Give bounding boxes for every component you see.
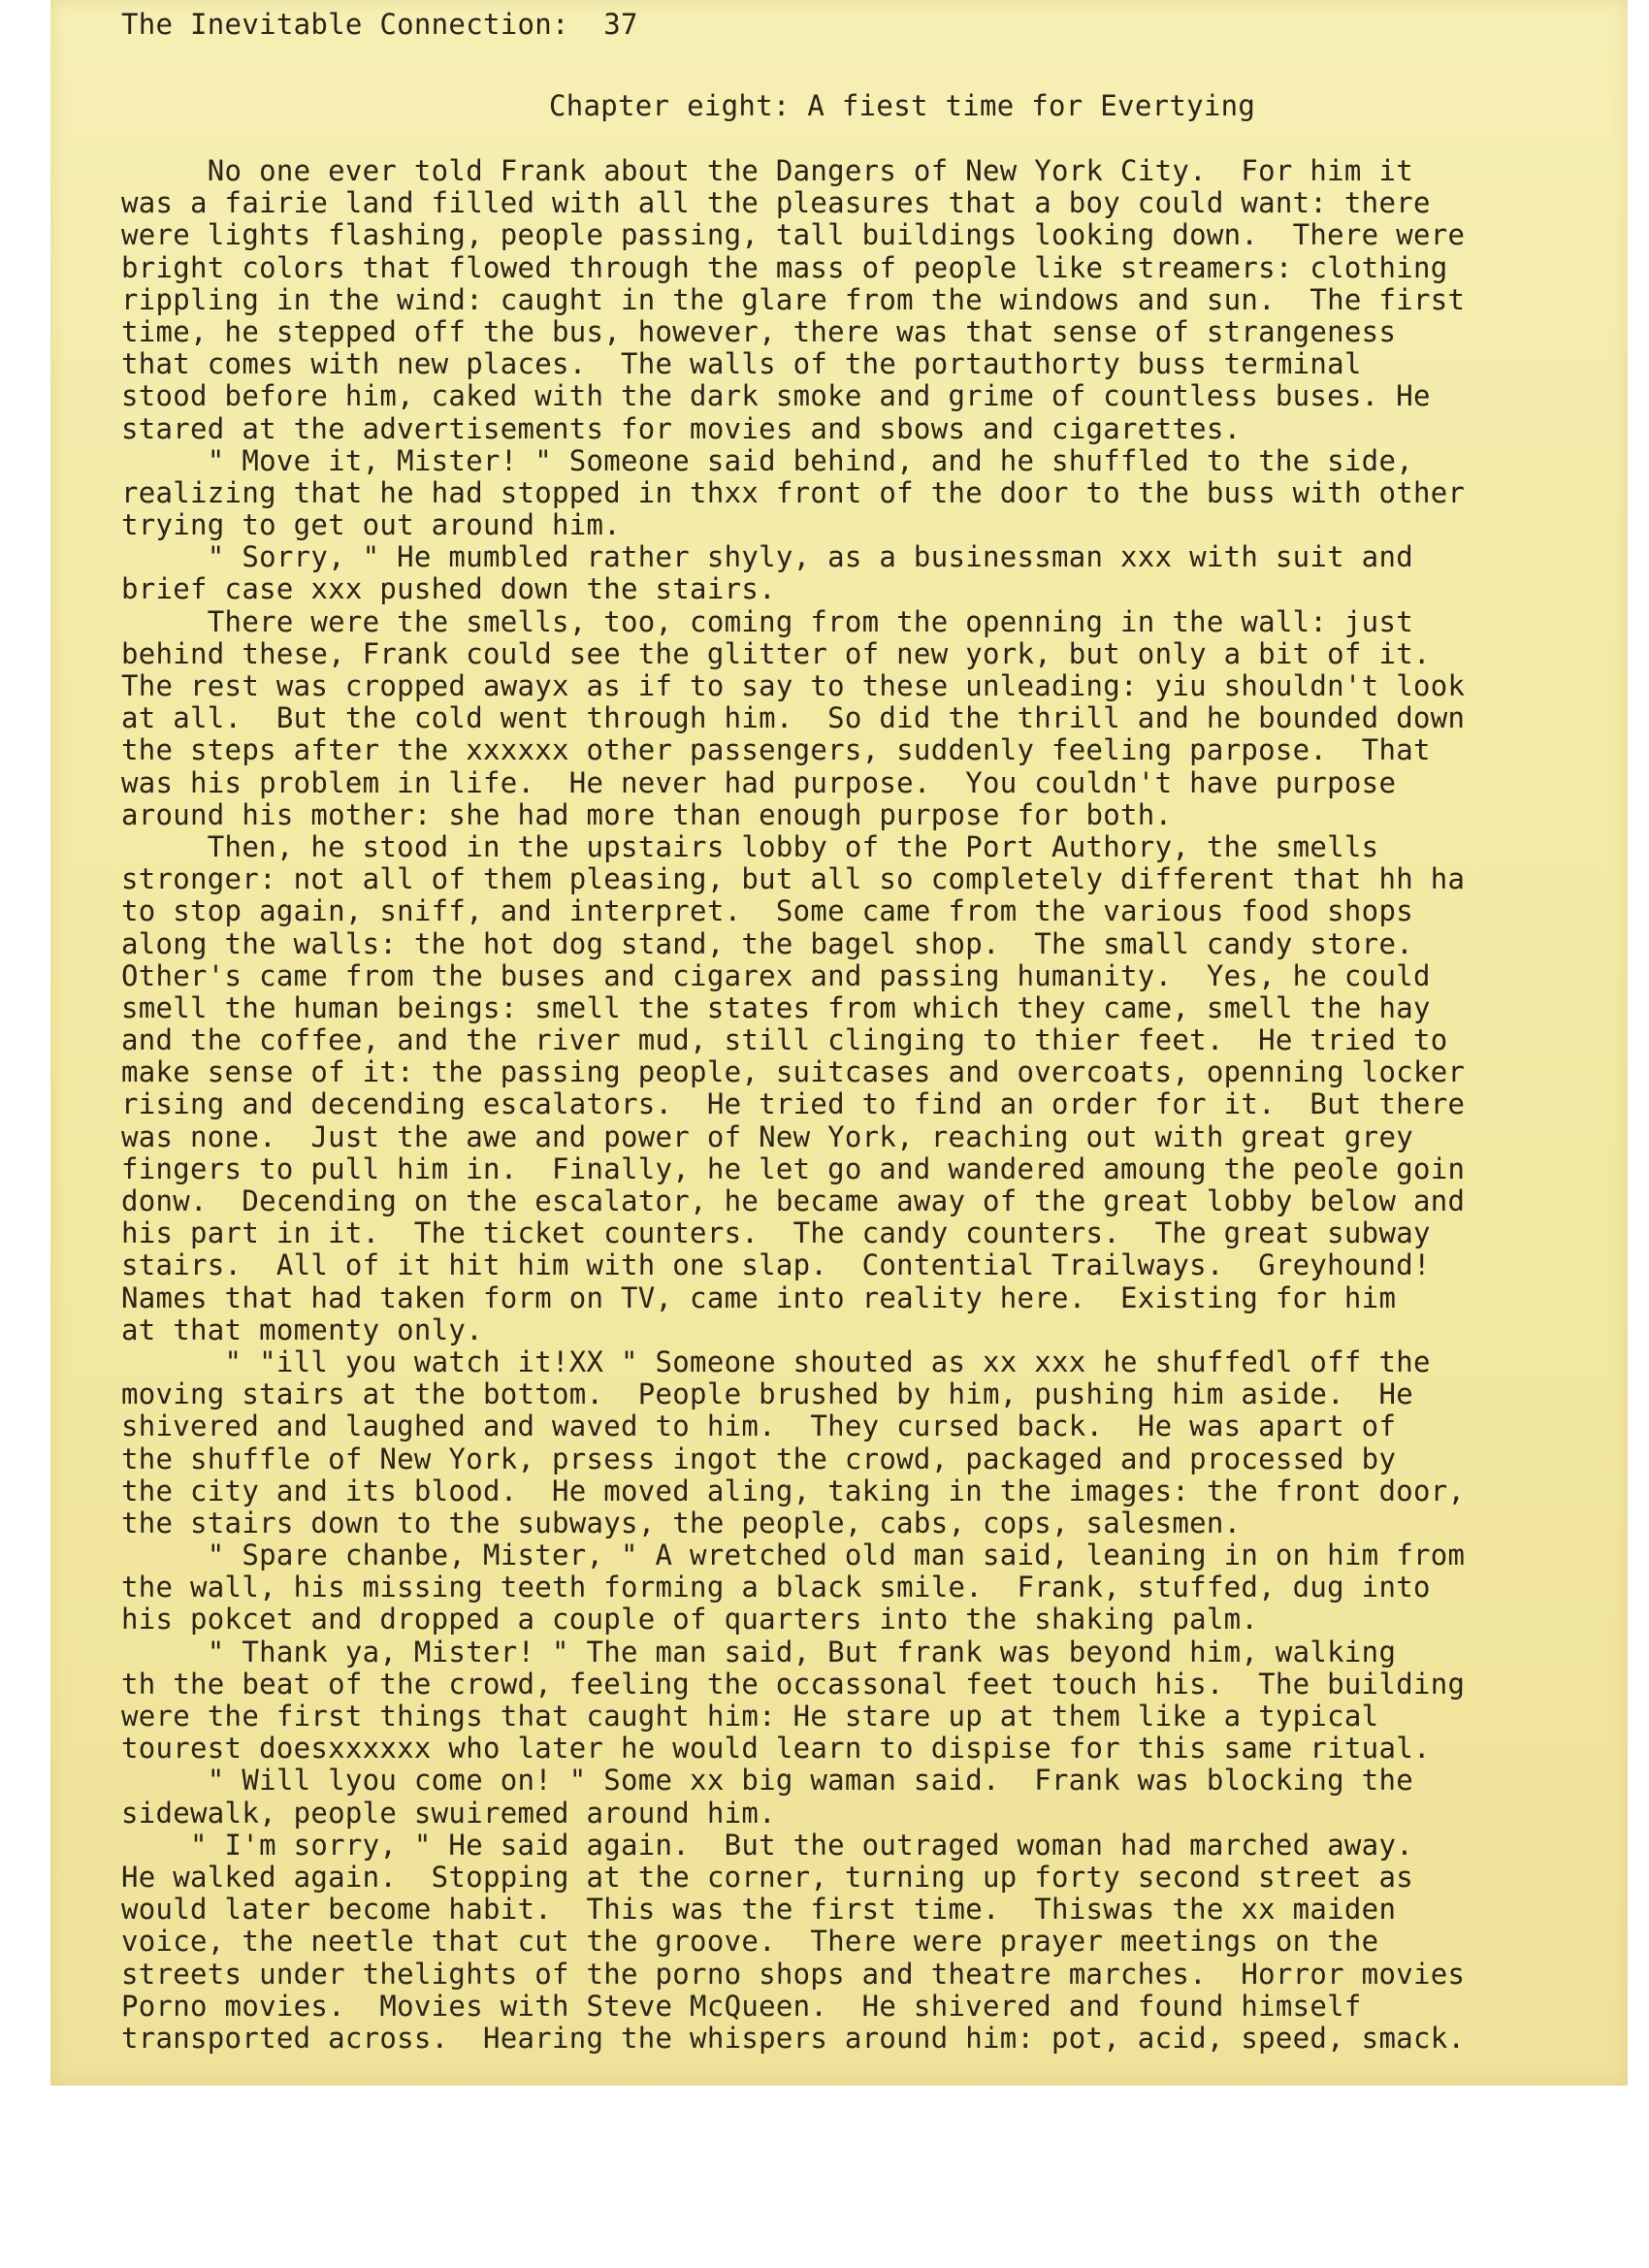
text-line: the shuffle of New York, prsess ingot the crowd, packaged and processed by — [121, 1442, 1397, 1475]
text-line: realizing that he had stopped in thxx front of the door to the buss with other — [121, 475, 1466, 509]
text-line: was a fairie land filled with all the pleasures that a boy could want: there — [121, 186, 1431, 220]
text-line: th the beat of the crowd, feeling the occassonal feet touch his. The building — [121, 1667, 1466, 1701]
text-line: sidewalk, people swuiremed around him. — [121, 1796, 776, 1830]
text-line: stronger: not all of them pleasing, but all so completely different that hh ha — [121, 862, 1466, 896]
text-line: There were the smells, too, coming from the openning in the wall: just — [121, 604, 1413, 638]
text-line: voice, the neetle that cut the groove. There were prayer meetings on the — [121, 1925, 1379, 1959]
text-line: was none. Just the awe and power of New York, reaching out with great grey — [121, 1119, 1413, 1153]
text-line: to stop again, sniff, and interpret. Some came from the various food shops — [121, 894, 1413, 928]
text-line: smell the human beings: smell the states from which they came, smell the hay — [121, 990, 1431, 1024]
text-line: Then, he stood in the upstairs lobby of the Port Authory, the smells — [121, 829, 1379, 863]
text-line: bright colors that flowed through the mass of people like streamers: clothing — [121, 250, 1448, 284]
chapter-body — [121, 155, 1627, 2055]
text-line: stood before him, caked with the dark smoke and grime of countless buses. He — [121, 379, 1431, 413]
text-line: stairs. All of it hit him with one slap. Contential Trailways. Greyhound! — [121, 1248, 1431, 1282]
text-line: trying to get out around him. — [121, 508, 622, 542]
text-line: tourest doesxxxxxx who later he would learn to dispise for this same ritual. — [121, 1732, 1431, 1766]
text-line: rising and decending escalators. He tried to find an order for it. But there — [121, 1087, 1466, 1121]
text-line: " Move it, Mister! " Someone said behind, and he shuffled to the side, — [121, 443, 1413, 477]
text-line: were lights flashing, people passing, tall buildings looking down. There were — [121, 218, 1466, 252]
page-content — [121, 8, 1627, 2074]
text-line: brief case xxx pushed down the stairs. — [121, 572, 776, 606]
text-line: Porno movies. Movies with Steve McQueen. He shivered and found himself — [121, 1989, 1362, 2023]
text-line: shivered and laughed and waved to him. They cursed back. He was apart of — [121, 1409, 1397, 1443]
text-line: " "ill you watch it!XX " Someone shouted as xx xxx he shuffedl off the — [121, 1345, 1431, 1378]
text-line: streets under thelights of the porno shops and theatre marches. Horror movies — [121, 1957, 1466, 1991]
text-line: his pokcet and dropped a couple of quarters into the shaking palm. — [121, 1603, 1259, 1636]
chapter-title: Chapter eight: A fiest time for Evertying — [549, 89, 1256, 122]
text-line: Other's came from the buses and cigarex and passing humanity. Yes, he could — [121, 958, 1431, 992]
text-line: was his problem in life. He never had purpose. You couldn't have purpose — [121, 765, 1397, 799]
text-line: his part in it. The ticket counters. The candy counters. The great subway — [121, 1216, 1431, 1250]
text-line: transported across. Hearing the whispers around him: pot, acid, speed, smack. — [121, 2021, 1466, 2055]
text-line: " Thank ya, Mister! " The man said, But frank was beyond him, walking — [121, 1635, 1397, 1669]
text-line: and the coffee, and the river mud, still clinging to thier feet. He tried to — [121, 1023, 1448, 1057]
text-line: the wall, his missing teeth forming a black smile. Frank, stuffed, dug into — [121, 1571, 1431, 1604]
text-line: would later become habit. This was the first time. Thiswas the xx maiden — [121, 1893, 1397, 1927]
text-line: time, he stepped off the bus, however, there was that sense of strangeness — [121, 314, 1397, 348]
text-line: that comes with new places. The walls of the portauthorty buss terminal — [121, 347, 1362, 381]
page-header: The Inevitable Connection: 37 — [121, 8, 638, 41]
text-line: stared at the advertisements for movies and sbows and cigarettes. — [121, 411, 1242, 445]
text-line: " Spare chanbe, Mister, " A wretched old man said, leaning in on him from — [121, 1539, 1466, 1572]
text-line: " Will lyou come on! " Some xx big waman said. Frank was blocking the — [121, 1764, 1413, 1798]
text-line: He walked again. Stopping at the corner, turning up forty second street as — [121, 1860, 1413, 1894]
text-line: No one ever told Frank about the Dangers of New York City. For him it — [121, 154, 1413, 187]
text-line: the city and its blood. He moved aling, taking in the images: the front door, — [121, 1474, 1466, 1507]
text-line: the stairs down to the subways, the people, cabs, cops, salesmen. — [121, 1506, 1242, 1539]
text-line: around his mother: she had more than enough purpose for both. — [121, 797, 1173, 831]
text-line: The rest was cropped awayx as if to say to these unleading: yiu shouldn't look — [121, 669, 1466, 702]
text-line: at all. But the cold went through him. So did the thrill and he bounded down — [121, 701, 1466, 735]
text-line: " Sorry, " He mumbled rather shyly, as a businessman xxx with suit and — [121, 540, 1413, 574]
text-line: Names that had taken form on TV, came into reality here. Existing for him — [121, 1280, 1397, 1314]
text-line: were the first things that caught him: He stare up at them like a typical — [121, 1700, 1379, 1733]
text-line: donw. Decending on the escalator, he became away of the great lobby below and — [121, 1184, 1466, 1217]
text-line: fingers to pull him in. Finally, he let go and wandered amoung the peole goin — [121, 1151, 1466, 1185]
text-line: behind these, Frank could see the glitter of new york, but only a bit of it. — [121, 636, 1431, 670]
text-line: moving stairs at the bottom. People brushed by him, pushing him aside. He — [121, 1377, 1413, 1411]
text-line: " I'm sorry, " He said again. But the outraged woman had marched away. — [121, 1828, 1413, 1862]
text-line: the steps after the xxxxxx other passengers, suddenly feeling parpose. That — [121, 733, 1431, 767]
text-line: rippling in the wind: caught in the glare from the windows and sun. The first — [121, 282, 1466, 316]
text-line: along the walls: the hot dog stand, the bagel shop. The small candy store. — [121, 926, 1413, 960]
text-line: make sense of it: the passing people, suitcases and overcoats, openning locker — [121, 1055, 1466, 1089]
text-line: at that momenty only. — [121, 1312, 483, 1346]
